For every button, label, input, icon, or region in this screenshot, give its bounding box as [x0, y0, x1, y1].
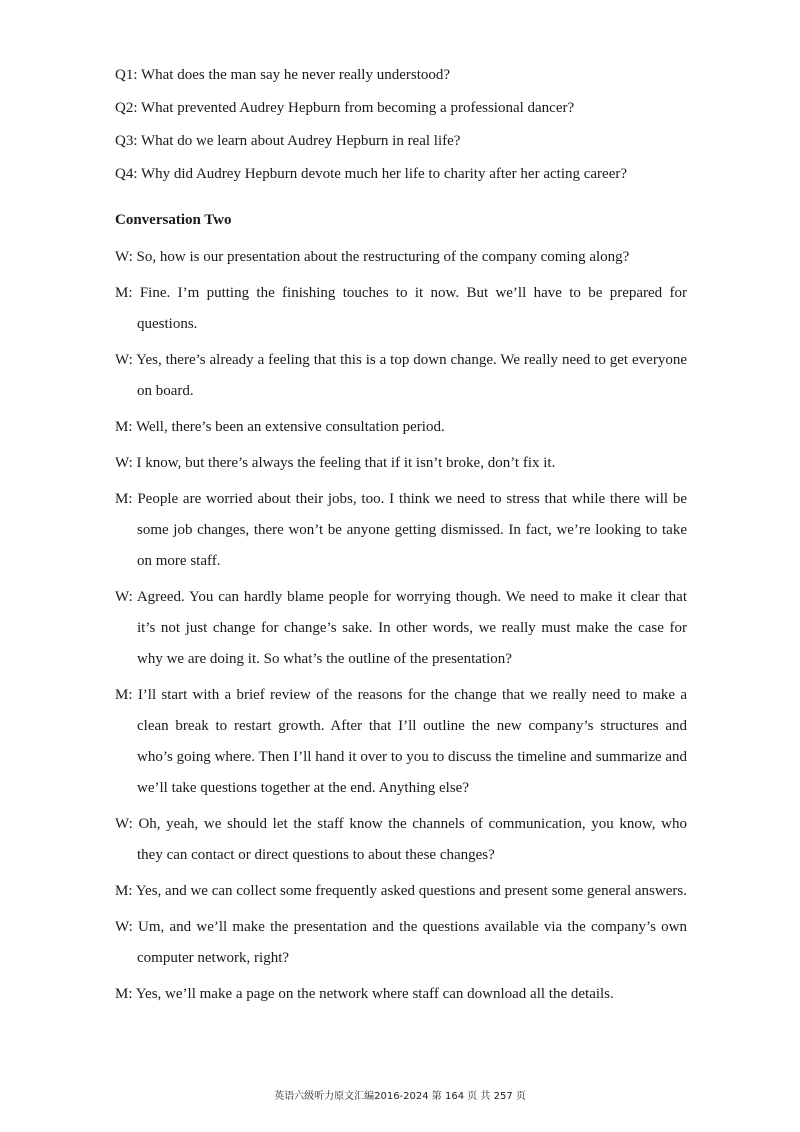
dialogue-turn	[115, 242, 687, 273]
speaker-label: M:	[115, 687, 133, 703]
question-line: Q4: Why did Audrey Hepburn devote much her life to charity after her acting career?	[115, 166, 628, 182]
speaker-label: M:	[115, 986, 133, 1002]
dialogue	[115, 242, 687, 1010]
dialogue-turn	[115, 278, 687, 340]
turn-text: Fine. I’m putting the finishing touches to it now. But we’ll have to be prepared for questions.	[137, 285, 687, 332]
speaker-label: W:	[115, 816, 133, 832]
question-line: Q3: What do we learn about Audrey Hepburn in real life?	[115, 133, 461, 149]
turn-text: Yes, we’ll make a page on the network where staff can download all the details.	[135, 986, 614, 1002]
dialogue-turn	[115, 412, 687, 443]
dialogue-turn	[115, 680, 687, 804]
dialogue-turn	[115, 979, 687, 1010]
speaker-label: W:	[115, 589, 133, 605]
page-footer: 英语六级听力原文汇编2016-2024 第 164 页 共 257 页	[274, 1091, 526, 1102]
turn-text: Oh, yeah, we should let the staff know the channels of communication, you know, who they can contact or direct questions to about these changes?	[137, 816, 687, 863]
section-title: Conversation Two	[115, 212, 232, 228]
dialogue-turn	[115, 809, 687, 871]
dialogue-turn	[115, 345, 687, 407]
dialogue-turn	[115, 484, 687, 577]
dialogue-turn	[115, 582, 687, 675]
speaker-label: W:	[115, 352, 133, 368]
question-list	[115, 64, 687, 185]
turn-text: Well, there’s been an extensive consultation period.	[136, 419, 445, 435]
turn-text: I know, but there’s always the feeling that if it isn’t broke, don’t fix it.	[136, 455, 556, 471]
document-body	[115, 64, 687, 1015]
speaker-label: M:	[115, 285, 133, 301]
speaker-label: M:	[115, 491, 133, 507]
turn-text: Yes, and we can collect some frequently asked questions and present some general answers.	[135, 883, 687, 899]
turn-text: Agreed. You can hardly blame people for worrying though. We need to make it clear that it’s not just change for change’s sake. In other words, we really must make the case for why we are doing it. So what’s the outline of the presentation?	[136, 589, 687, 667]
speaker-label: W:	[115, 249, 133, 265]
dialogue-turn	[115, 912, 687, 974]
turn-text: I’ll start with a brief review of the reasons for the change that we really need to make a clean break to restart growth. After that I’ll outline the new company’s structures and who’s going where. Then I’ll hand it over to you to discuss the timeline and summarize and we’ll take questions together at the end. Anything else?	[137, 687, 688, 796]
dialogue-turn	[115, 876, 687, 907]
turn-text: People are worried about their jobs, too. I think we need to stress that while there will be some job changes, there won’t be anyone getting dismissed. In fact, we’re looking to take on more staff.	[137, 491, 687, 569]
dialogue-turn	[115, 448, 687, 479]
question-line: Q1: What does the man say he never really understood?	[115, 67, 451, 83]
speaker-label: W:	[115, 919, 133, 935]
speaker-label: W:	[115, 455, 133, 471]
turn-text: So, how is our presentation about the restructuring of the company coming along?	[136, 249, 630, 265]
speaker-label: M:	[115, 419, 133, 435]
speaker-label: M:	[115, 883, 133, 899]
question-line: Q2: What prevented Audrey Hepburn from becoming a professional dancer?	[115, 100, 575, 116]
turn-text: Um, and we’ll make the presentation and the questions available via the company’s own computer network, right?	[137, 919, 688, 966]
turn-text: Yes, there’s already a feeling that this is a top down change. We really need to get everyone on board.	[136, 352, 687, 399]
